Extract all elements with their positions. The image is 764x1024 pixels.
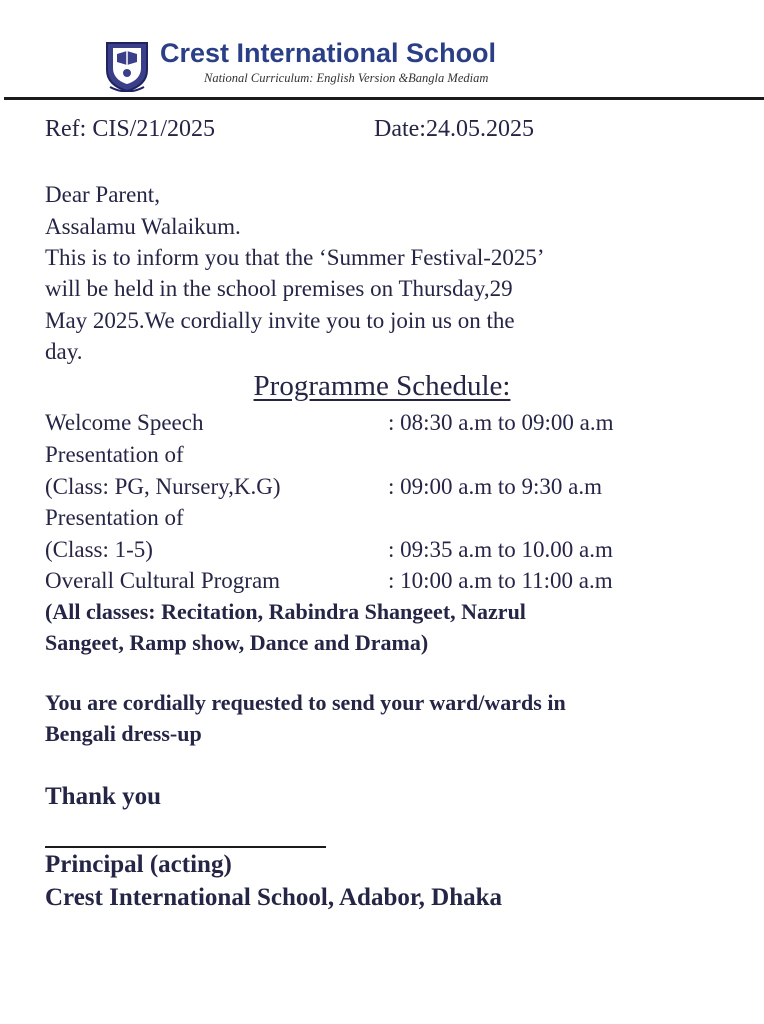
- curriculum-subtitle: National Curriculum: English Version &Bangla Mediam: [204, 71, 489, 85]
- body-line: This is to inform you that the ‘Summer Festival-2025’: [45, 245, 545, 270]
- header-divider: [4, 97, 764, 100]
- body-line: will be held in the school premises on Thursday,29: [45, 276, 513, 301]
- schedule-heading: Programme Schedule:: [253, 370, 511, 402]
- request-line: Bengali dress-up: [45, 721, 202, 746]
- salutation: Dear Parent,: [45, 182, 160, 207]
- greeting: Assalamu Walaikum.: [45, 214, 241, 239]
- schedule-time: : 08:30 a.m to 09:00 a.m: [388, 410, 614, 435]
- letter-date: Date:24.05.2025: [374, 116, 534, 142]
- schedule-label: (Class: 1-5): [45, 537, 153, 562]
- body-line: day.: [45, 339, 83, 364]
- signatory-title: Principal (acting): [45, 851, 232, 878]
- letterhead: [104, 38, 584, 94]
- body-line: May 2025.We cordially invite you to join us on the: [45, 308, 515, 333]
- schedule-label: (Class: PG, Nursery,K.G): [45, 474, 281, 499]
- schedule-time: : 10:00 a.m to 11:00 a.m: [388, 568, 613, 593]
- schedule-label: Presentation of: [45, 505, 184, 530]
- signatory-org: Crest International School, Adabor, Dhaka: [45, 884, 503, 911]
- schedule-note: Sangeet, Ramp show, Dance and Drama): [45, 630, 429, 655]
- schedule-time: : 09:35 a.m to 10.00 a.m: [388, 537, 613, 562]
- schedule-note: (All classes: Recitation, Rabindra Shangeet, Nazrul: [45, 599, 526, 624]
- signature-line: [45, 846, 326, 848]
- request-line: You are cordially requested to send your ward/wards in: [45, 690, 566, 715]
- schedule-label: Overall Cultural Program: [45, 568, 281, 593]
- closing: Thank you: [45, 783, 162, 810]
- reference-number: Ref: CIS/21/2025: [45, 116, 216, 142]
- school-crest-logo: [104, 40, 150, 92]
- schedule-label: Presentation of: [45, 442, 184, 467]
- schedule-time: : 09:00 a.m to 9:30 a.m: [388, 474, 603, 499]
- school-name: Crest International School: [160, 38, 497, 68]
- schedule-label: Welcome Speech: [45, 410, 204, 435]
